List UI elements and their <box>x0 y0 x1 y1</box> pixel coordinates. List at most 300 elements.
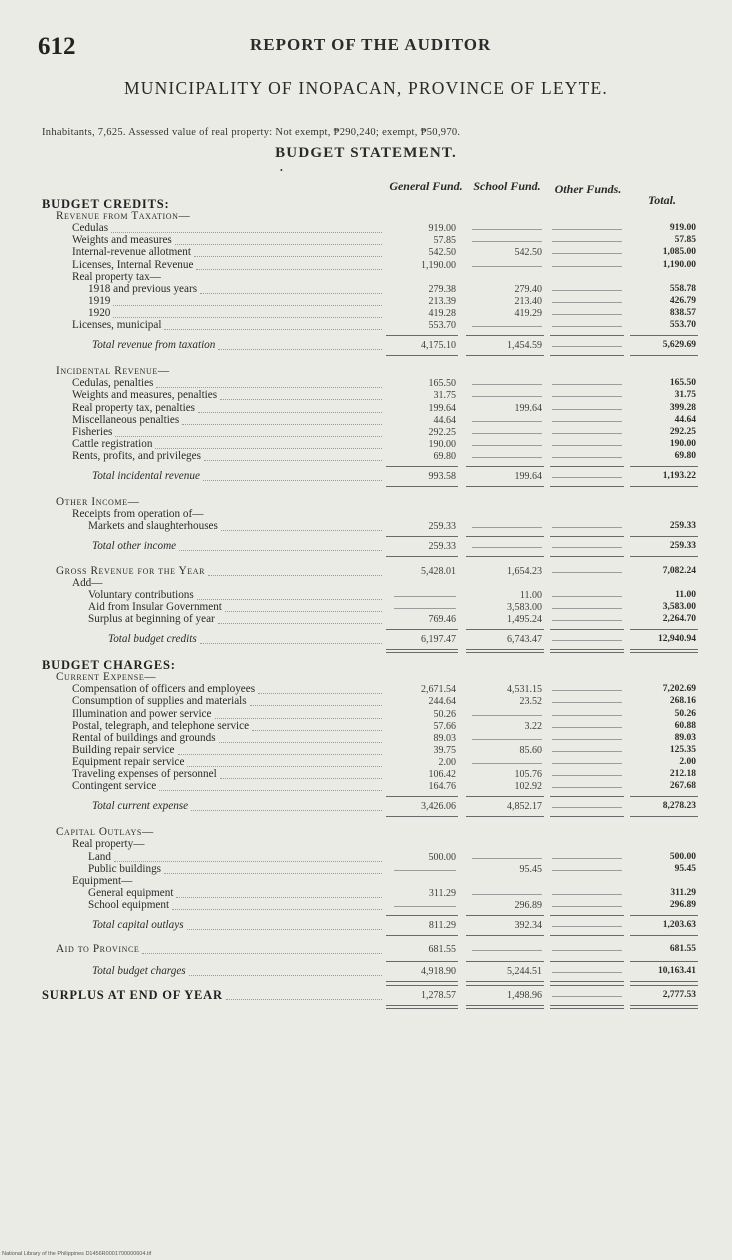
sum-rule <box>630 985 698 986</box>
sum-rule <box>466 629 544 630</box>
other-funds-dash <box>552 572 622 573</box>
dot-leader <box>250 705 382 706</box>
sum-rule <box>630 335 698 336</box>
general-fund-value: 50.26 <box>433 708 456 720</box>
table-row <box>0 708 732 721</box>
row-label: Miscellaneous penalties <box>72 413 180 426</box>
dot-leader <box>178 754 382 755</box>
general-fund-value: 4,918.90 <box>421 966 456 978</box>
other-funds-dash <box>552 384 622 385</box>
dot-leader <box>172 909 382 910</box>
sum-rule <box>386 355 458 356</box>
other-funds-dash <box>552 421 622 422</box>
dot-leader <box>113 305 382 306</box>
dot-leader <box>175 244 382 245</box>
table-row <box>0 414 732 427</box>
sum-rule <box>386 985 458 986</box>
other-funds-dash <box>552 457 622 458</box>
subsection-row <box>0 496 732 509</box>
municipality-heading: MUNICIPALITY OF INOPACAN, PROVINCE OF LEYTE. <box>123 78 608 98</box>
other-funds-dash <box>552 229 622 230</box>
row-label: Fisheries <box>72 425 113 438</box>
total-value: 125.35 <box>669 744 696 755</box>
subsection-row <box>0 565 732 578</box>
other-funds-dash <box>552 763 622 764</box>
total-value: 7,202.69 <box>662 684 696 695</box>
sum-rule <box>466 335 544 336</box>
total-row <box>0 540 732 553</box>
table-row <box>0 259 732 272</box>
page-number: 612 <box>38 33 76 60</box>
general-fund-value: 69.80 <box>433 450 456 462</box>
table-row <box>0 838 732 851</box>
total-value: 399.28 <box>669 402 696 413</box>
table-row <box>0 683 732 696</box>
general-fund-value: 1,190.00 <box>421 259 456 271</box>
double-rule <box>386 649 458 653</box>
total-value: 57.85 <box>674 235 696 246</box>
total-value: 10,163.41 <box>658 966 696 977</box>
dot-leader <box>218 623 382 624</box>
other-funds-dash <box>552 396 622 397</box>
sum-rule <box>550 486 624 487</box>
total-value: 2,264.70 <box>662 613 696 624</box>
general-fund-value: 311.29 <box>428 887 456 899</box>
subsection-row <box>0 943 732 956</box>
total-value: 3,583.00 <box>662 601 696 612</box>
sum-rule <box>550 355 624 356</box>
dot-leader <box>208 575 382 576</box>
dot-leader <box>225 611 382 612</box>
sum-rule <box>550 466 624 467</box>
table-row <box>0 851 732 864</box>
row-label: Total other income <box>92 540 177 553</box>
total-value: 259.33 <box>669 521 696 532</box>
dot-leader <box>164 329 382 330</box>
empty-cell-dash <box>472 527 542 528</box>
school-fund-value: 6,743.47 <box>507 634 542 645</box>
row-label: Total revenue from taxation <box>92 339 216 352</box>
school-fund-value: 11.00 <box>519 589 542 601</box>
empty-cell-dash <box>472 433 542 434</box>
other-funds-dash <box>552 326 622 327</box>
general-fund-value: 292.25 <box>428 426 456 438</box>
general-fund-value: 919.00 <box>428 223 456 235</box>
total-value: 5,629.69 <box>662 340 696 351</box>
row-label: Land <box>88 850 111 863</box>
empty-cell-dash <box>472 894 542 895</box>
other-funds-dash <box>552 547 622 548</box>
school-fund-value: 199.64 <box>514 402 542 414</box>
column-header-other-funds: Other Funds. <box>554 182 622 196</box>
empty-cell-dash <box>472 858 542 859</box>
general-fund-value: 6,197.47 <box>421 634 456 645</box>
school-fund-value: 392.34 <box>514 920 542 931</box>
sum-rule <box>466 981 544 982</box>
sum-rule <box>550 335 624 336</box>
general-fund-value: 199.64 <box>428 402 456 414</box>
other-funds-dash <box>552 445 622 446</box>
sum-rule <box>630 816 698 817</box>
dot-leader <box>182 424 382 425</box>
row-label: Licenses, Internal Revenue <box>72 258 194 271</box>
sum-rule <box>466 796 544 797</box>
section-heading-row <box>0 198 732 211</box>
sum-rule <box>466 466 544 467</box>
other-funds-dash <box>552 477 622 478</box>
other-funds-dash <box>552 702 622 703</box>
sum-rule <box>466 816 544 817</box>
sum-rule <box>386 961 458 962</box>
total-value: 190.00 <box>669 438 696 449</box>
sum-rule <box>630 355 698 356</box>
dot-leader <box>258 693 382 694</box>
other-funds-dash <box>552 996 622 997</box>
general-fund-value: 89.03 <box>433 732 456 744</box>
sum-rule <box>630 961 698 962</box>
empty-cell-dash <box>472 445 542 446</box>
total-value: 31.75 <box>674 390 696 401</box>
row-label: General equipment <box>88 886 174 899</box>
total-row <box>0 633 732 646</box>
table-row <box>0 863 732 876</box>
row-label: BUDGET CHARGES: <box>42 658 176 673</box>
general-fund-value: 1,278.57 <box>421 990 456 1002</box>
total-value: 11.00 <box>675 589 696 600</box>
row-label: Real property tax, penalties <box>72 401 196 414</box>
total-value: 89.03 <box>674 732 696 743</box>
sum-rule <box>550 536 624 537</box>
sum-rule <box>550 981 624 982</box>
double-rule <box>466 649 544 653</box>
other-funds-dash <box>552 433 622 434</box>
row-label: Total incidental revenue <box>92 470 200 482</box>
column-header-general-fund: General Fund. <box>389 179 463 193</box>
other-funds-dash <box>552 751 622 752</box>
total-value: 681.55 <box>669 944 696 955</box>
table-row <box>0 756 732 769</box>
row-label: Consumption of supplies and materials <box>72 695 247 708</box>
school-fund-value: 95.45 <box>519 863 542 875</box>
double-rule <box>386 1005 458 1009</box>
school-fund-value: 1,454.59 <box>507 340 542 352</box>
school-fund-value: 3.22 <box>524 720 542 732</box>
general-fund-value: 4,175.10 <box>421 340 456 352</box>
dot-leader <box>179 550 382 551</box>
school-fund-value: 1,654.23 <box>507 565 542 577</box>
row-label: BUDGET CREDITS: <box>42 197 170 211</box>
row-label: 1918 and previous years <box>88 282 198 295</box>
table-row <box>0 613 732 626</box>
table-row <box>0 319 732 332</box>
total-value: 1,085.00 <box>662 247 696 258</box>
table-row <box>0 402 732 415</box>
row-label: Public buildings <box>88 862 162 875</box>
row-label: Voluntary contributions <box>88 588 194 601</box>
other-funds-dash <box>552 950 622 951</box>
total-value: 212.18 <box>669 769 696 779</box>
school-fund-value: 1,498.96 <box>507 990 542 1002</box>
sum-rule <box>630 796 698 797</box>
row-label: Current Expense— <box>56 671 157 684</box>
row-label: Total current expense <box>92 800 189 813</box>
row-label: Postal, telegraph, and telephone service <box>72 719 250 732</box>
empty-cell-dash <box>472 715 542 716</box>
dot-leader <box>198 412 382 413</box>
general-fund-value: 2,671.54 <box>421 684 456 696</box>
other-funds-dash <box>552 894 622 895</box>
school-fund-value: 85.60 <box>519 744 542 756</box>
dot-leader <box>219 742 382 743</box>
other-funds-dash <box>552 787 622 788</box>
table-row <box>0 601 732 614</box>
empty-cell-dash <box>472 739 542 740</box>
dot-leader <box>176 897 382 898</box>
row-label: Gross Revenue for the Year <box>56 564 206 577</box>
general-fund-value: 419.28 <box>428 307 456 319</box>
sum-rule <box>550 556 624 557</box>
general-fund-value: 165.50 <box>428 378 456 390</box>
table-row <box>0 271 732 284</box>
other-funds-dash <box>552 409 622 410</box>
sum-rule <box>386 816 458 817</box>
general-fund-value: 769.46 <box>428 613 456 625</box>
section-heading-row <box>0 659 732 672</box>
other-funds-dash <box>552 596 622 597</box>
school-fund-value: 4,531.15 <box>507 684 542 696</box>
dot-leader <box>142 953 382 954</box>
dot-leader <box>187 929 382 930</box>
sum-rule <box>466 355 544 356</box>
total-row <box>0 470 732 483</box>
sum-rule <box>630 915 698 916</box>
dot-leader <box>220 399 382 400</box>
row-label: Total capital outlays <box>92 919 184 931</box>
other-funds-dash <box>552 807 622 808</box>
empty-cell-dash <box>472 421 542 422</box>
general-fund-value: 213.39 <box>428 295 456 307</box>
row-label: Revenue from Taxation— <box>56 210 191 223</box>
archive-footer: National Library of the Philippines D1456R0001700000604.tif <box>2 1251 152 1257</box>
other-funds-dash <box>552 253 622 254</box>
total-value: 500.00 <box>669 851 696 862</box>
row-label: Cedulas, penalties <box>72 377 154 390</box>
other-funds-dash <box>552 620 622 621</box>
school-fund-value: 296.89 <box>514 899 542 911</box>
row-label: Rental of buildings and grounds <box>72 731 216 744</box>
empty-cell-dash <box>472 457 542 458</box>
double-rule <box>630 1005 698 1009</box>
dot-leader <box>156 387 382 388</box>
total-value: 60.88 <box>674 720 696 731</box>
double-rule <box>630 649 698 653</box>
empty-cell-dash <box>394 906 456 907</box>
other-funds-dash <box>552 241 622 242</box>
empty-cell-dash <box>472 396 542 397</box>
row-label: Aid to Province <box>56 943 140 956</box>
row-label: Real property— <box>72 838 145 851</box>
total-value: 259.33 <box>669 541 696 552</box>
general-fund-value: 811.29 <box>428 920 456 931</box>
table-row <box>0 695 732 708</box>
row-label: Incidental Revenue— <box>56 365 170 378</box>
dot-leader <box>215 718 382 719</box>
sum-rule <box>386 935 458 936</box>
general-fund-value: 31.75 <box>433 390 456 402</box>
total-row <box>0 965 732 978</box>
sum-rule <box>386 466 458 467</box>
dot-leader <box>226 999 382 1000</box>
school-fund-value: 5,244.51 <box>507 966 542 978</box>
table-row <box>0 887 732 900</box>
dot-leader <box>113 317 382 318</box>
school-fund-value: 105.76 <box>514 769 542 780</box>
total-value: 1,193.22 <box>662 471 696 481</box>
total-value: 1,190.00 <box>662 259 696 270</box>
row-label: Total budget charges <box>92 965 186 978</box>
sum-rule <box>630 486 698 487</box>
sum-rule <box>466 536 544 537</box>
total-row <box>0 339 732 352</box>
dot-leader <box>196 269 382 270</box>
sum-rule <box>386 556 458 557</box>
total-value: 1,203.63 <box>662 920 696 930</box>
subsection-row <box>0 826 732 839</box>
dot-leader <box>114 861 382 862</box>
general-fund-value: 5,428.01 <box>421 565 456 577</box>
sum-rule <box>550 816 624 817</box>
row-label: SURPLUS AT END OF YEAR <box>42 988 223 1003</box>
sum-rule <box>466 961 544 962</box>
row-label: Real property tax— <box>72 270 161 283</box>
row-label: Capital Outlays— <box>56 826 154 839</box>
row-label: Traveling expenses of personnel <box>72 768 217 780</box>
total-value: 268.16 <box>669 696 696 707</box>
dot-leader <box>187 766 382 767</box>
sum-rule <box>386 796 458 797</box>
dot-leader <box>252 730 382 731</box>
table-row <box>0 389 732 402</box>
table-row <box>0 222 732 235</box>
general-fund-value: 164.76 <box>428 781 456 793</box>
general-fund-value: 2.00 <box>438 756 456 768</box>
row-label: Other Income— <box>56 496 140 509</box>
empty-cell-dash <box>472 326 542 327</box>
other-funds-dash <box>552 290 622 291</box>
total-value: 553.70 <box>669 320 696 330</box>
sum-rule <box>550 915 624 916</box>
table-row <box>0 720 732 733</box>
row-label: Receipts from operation of— <box>72 508 204 521</box>
row-label: Internal-revenue allotment <box>72 246 191 259</box>
sum-rule <box>550 985 624 986</box>
sum-rule <box>630 466 698 467</box>
dot-leader <box>221 530 382 531</box>
sum-rule <box>386 335 458 336</box>
other-funds-dash <box>552 302 622 303</box>
general-fund-value: 106.42 <box>428 769 456 780</box>
other-funds-dash <box>552 527 622 528</box>
general-fund-value: 57.66 <box>433 720 456 732</box>
total-value: 558.78 <box>669 283 696 294</box>
other-funds-dash <box>552 727 622 728</box>
sum-rule <box>630 935 698 936</box>
dot-leader <box>159 790 382 791</box>
sum-rule <box>630 629 698 630</box>
total-value: 12,940.94 <box>658 634 696 644</box>
general-fund-value: 993.58 <box>428 471 456 482</box>
general-fund-value: 681.55 <box>428 944 456 956</box>
general-fund-value: 259.33 <box>428 541 456 553</box>
general-fund-value: 190.00 <box>428 438 456 450</box>
school-fund-value: 102.92 <box>514 781 542 793</box>
row-label: Contingent service <box>72 780 157 793</box>
dot-leader <box>164 873 382 874</box>
general-fund-value: 44.64 <box>433 414 456 426</box>
total-value: 2,777.53 <box>662 990 696 1001</box>
sum-rule <box>466 935 544 936</box>
table-row <box>0 899 732 912</box>
school-fund-value: 199.64 <box>514 471 542 482</box>
table-row <box>0 508 732 521</box>
row-label: Surplus at beginning of year <box>88 612 215 625</box>
empty-cell-dash <box>394 608 456 609</box>
total-value: 7,082.24 <box>662 565 696 576</box>
other-funds-dash <box>552 346 622 347</box>
table-row <box>0 438 732 451</box>
general-fund-value: 542.50 <box>428 247 456 259</box>
double-rule <box>550 649 624 653</box>
table-row <box>0 246 732 259</box>
column-header-school-fund: School Fund. <box>473 179 541 193</box>
table-row <box>0 744 732 757</box>
row-label: Rents, profits, and privileges <box>72 449 201 462</box>
general-fund-value: 57.85 <box>433 235 456 247</box>
total-value: 50.26 <box>674 708 696 719</box>
row-label: Markets and slaughterhouses <box>88 520 218 533</box>
empty-cell-dash <box>394 870 456 871</box>
other-funds-dash <box>552 858 622 859</box>
sum-rule <box>386 486 458 487</box>
row-label: Total budget credits <box>108 633 197 645</box>
total-row <box>0 800 732 813</box>
general-fund-value: 39.75 <box>433 744 456 756</box>
dot-leader <box>155 448 382 449</box>
total-value: 426.79 <box>669 295 696 306</box>
sum-rule <box>386 915 458 916</box>
sum-rule <box>466 985 544 986</box>
table-row <box>0 732 732 745</box>
general-fund-value: 553.70 <box>428 320 456 331</box>
dot-leader <box>189 975 382 976</box>
dot-leader <box>197 599 382 600</box>
table-row <box>0 307 732 320</box>
empty-cell-dash <box>394 596 456 597</box>
empty-cell-dash <box>472 384 542 385</box>
print-mark: • <box>280 166 283 175</box>
total-value: 919.00 <box>669 223 696 234</box>
empty-cell-dash <box>472 547 542 548</box>
dot-leader <box>194 256 382 257</box>
dot-leader <box>200 293 382 294</box>
sum-rule <box>386 981 458 982</box>
row-label: School equipment <box>88 898 170 911</box>
other-funds-dash <box>552 690 622 691</box>
other-funds-dash <box>552 739 622 740</box>
sum-rule <box>386 629 458 630</box>
empty-cell-dash <box>472 266 542 267</box>
dot-leader <box>115 436 382 437</box>
